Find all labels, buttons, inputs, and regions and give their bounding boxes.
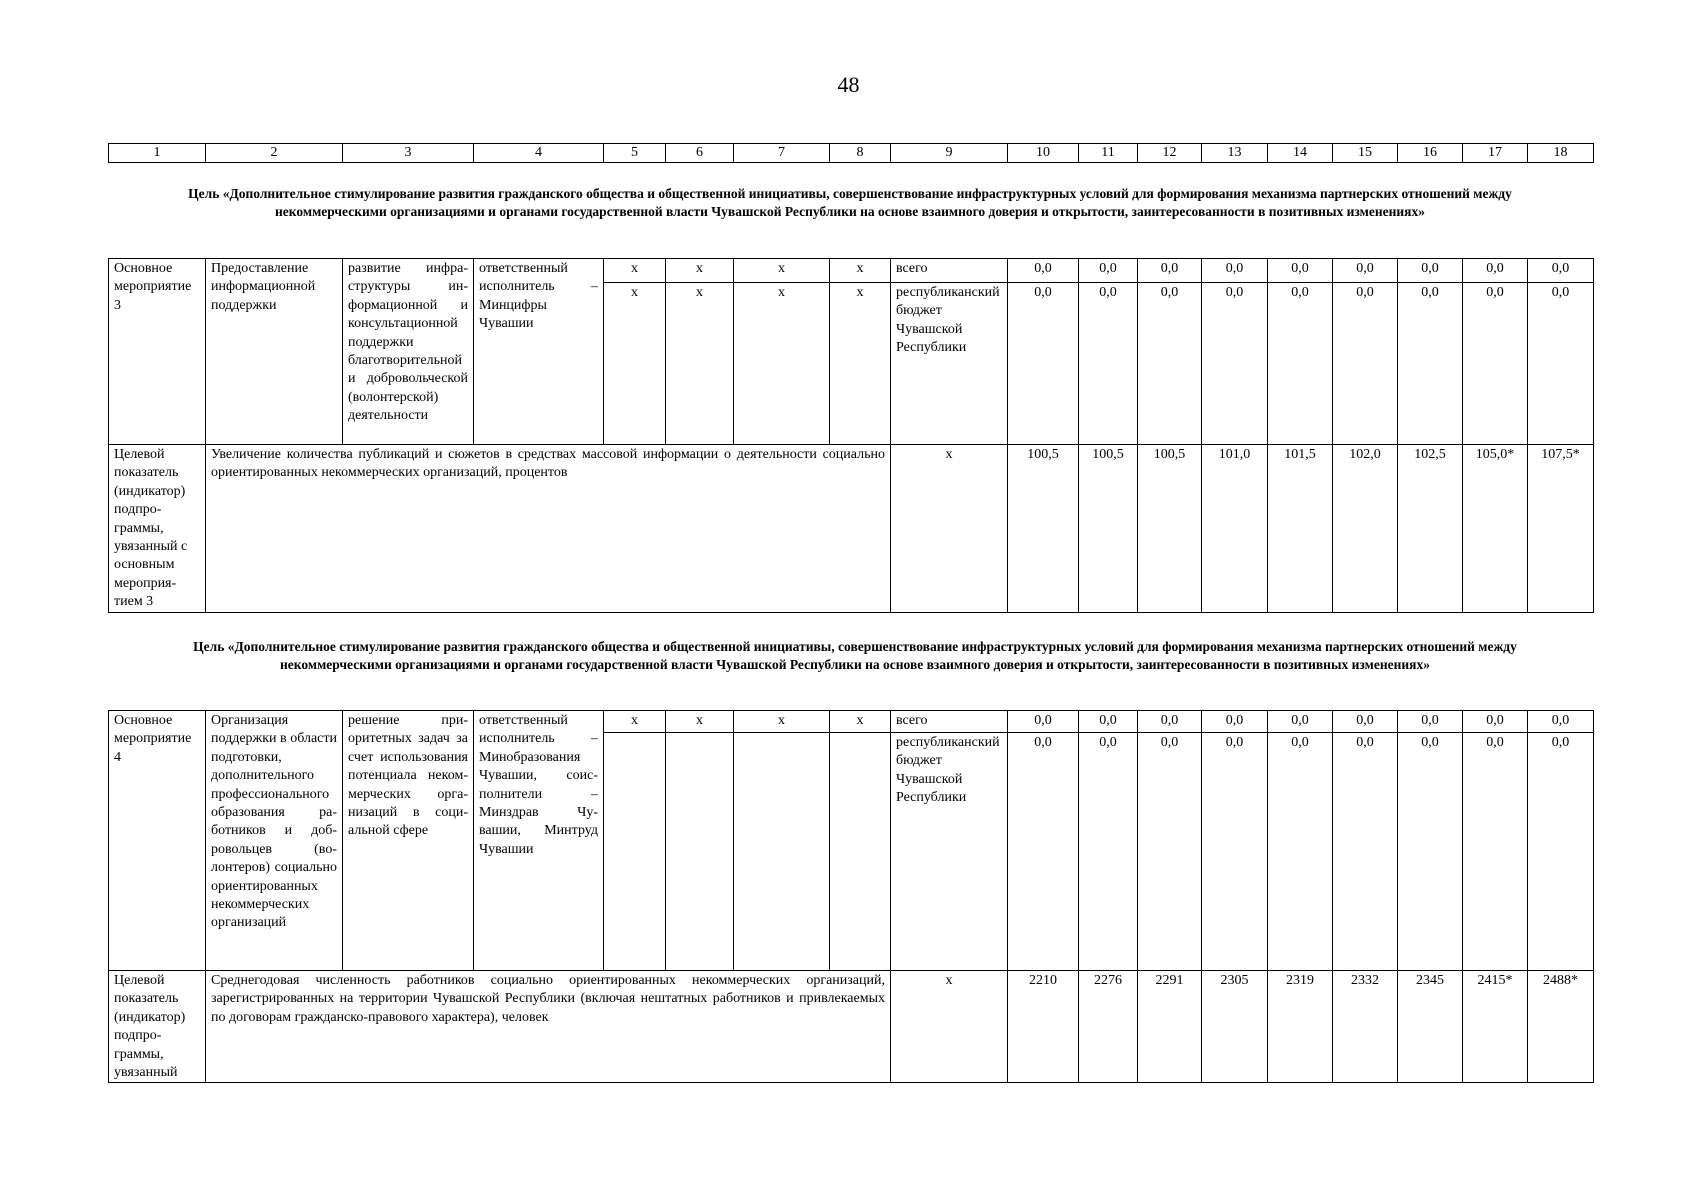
- value-cell: 0,0: [1138, 711, 1202, 733]
- event-name: Предоставление информационной поддержки: [206, 259, 343, 445]
- executor: ответственный исполнитель – Минобразования Чувашии, соисполнители – Минздрав Чувашии, Минтруд Чувашии: [474, 711, 604, 971]
- event-name: Организация поддержки в области подготовки, дополнительного профессионального образования работников и добровольцев (волонтеров) социально ориентированных некоммерческих организаций: [206, 711, 343, 971]
- table-row: [109, 259, 1594, 283]
- executor: ответственный исполнитель – Минцифры Чувашии: [474, 259, 604, 445]
- value-cell: 0,0: [1202, 733, 1268, 971]
- indicator-value: 101,5: [1268, 445, 1333, 613]
- value-cell: 0,0: [1079, 711, 1138, 733]
- goal-heading: Цель «Дополнительное стимулирование развития гражданского общества и общественной инициативы, совершенствование инфраструктурных условий для формирования механизма партнерских отношений между некоммерческими организациями и органами государственной власти Чувашской Республики на основе взаимного доверия и открытости, заинтересованности в позитивных изменениях»: [188, 186, 1512, 219]
- column-number: 16: [1398, 144, 1463, 163]
- value-cell: 0,0: [1268, 733, 1333, 971]
- event-label: Основное мероприятие 3: [109, 259, 206, 445]
- column-number: 4: [474, 144, 604, 163]
- goal-heading: Цель «Дополнительное стимулирование развития гражданского общества и общественной инициативы, совершенствование инфраструктурных условий для формирования механизма партнерских отношений между некоммерческими организациями и органами государственной власти Чувашской Республики на основе взаимного доверия и открытости, заинтересованности в позитивных изменениях»: [193, 639, 1517, 672]
- code-cell: x: [604, 711, 666, 733]
- indicator-text: Увеличение количества публикаций и сюжетов в средствах массовой информации о деятельности социально ориентированных некоммерческих организаций, процентов: [206, 445, 891, 613]
- goal-task: развитие инфраструктуры информационной и консультационной поддержки благотворительной и добровольческой (волонтерской) деятельности: [343, 259, 474, 445]
- indicator-value: 2276: [1079, 971, 1138, 1083]
- indicator-value: 2345: [1398, 971, 1463, 1083]
- value-cell: 0,0: [1008, 733, 1079, 971]
- value-cell: 0,0: [1463, 283, 1528, 445]
- value-cell: 0,0: [1463, 711, 1528, 733]
- code-cell: [666, 733, 734, 971]
- value-cell: 0,0: [1138, 283, 1202, 445]
- indicator-value: 100,5: [1008, 445, 1079, 613]
- value-cell: 0,0: [1268, 283, 1333, 445]
- column-number-row: [109, 144, 1594, 163]
- column-number: 8: [830, 144, 891, 163]
- column-number: 12: [1138, 144, 1202, 163]
- value-cell: 0,0: [1398, 283, 1463, 445]
- code-cell: x: [830, 259, 891, 283]
- value-cell: 0,0: [1268, 259, 1333, 283]
- value-cell: 0,0: [1008, 283, 1079, 445]
- value-cell: 0,0: [1333, 259, 1398, 283]
- funding-source: республиканский бюджет Чувашской Республики: [891, 733, 1008, 971]
- column-number: 18: [1528, 144, 1594, 163]
- indicator-value: 100,5: [1079, 445, 1138, 613]
- column-number: 3: [343, 144, 474, 163]
- value-cell: 0,0: [1398, 711, 1463, 733]
- indicator-x: x: [891, 971, 1008, 1083]
- indicator-value: 105,0*: [1463, 445, 1528, 613]
- indicator-value: 107,5*: [1528, 445, 1594, 613]
- value-cell: 0,0: [1528, 283, 1594, 445]
- table-row: [109, 971, 1594, 1083]
- indicator-value: 101,0: [1202, 445, 1268, 613]
- column-number: 15: [1333, 144, 1398, 163]
- column-number: 6: [666, 144, 734, 163]
- value-cell: 0,0: [1008, 711, 1079, 733]
- page-number: 48: [837, 72, 860, 97]
- code-cell: [734, 733, 830, 971]
- value-cell: 0,0: [1463, 733, 1528, 971]
- indicator-text: Среднегодовая численность работников социально ориентированных некоммерческих организаций, зарегистрированных на территории Чувашской Республики (включая нештатных работников и привлекаемых по договорам гражданско-правового характера), человек: [206, 971, 891, 1083]
- column-number: 1: [109, 144, 206, 163]
- funding-source: всего: [891, 711, 1008, 733]
- value-cell: 0,0: [1333, 733, 1398, 971]
- value-cell: 0,0: [1079, 733, 1138, 971]
- column-number: 7: [734, 144, 830, 163]
- value-cell: 0,0: [1202, 711, 1268, 733]
- indicator-label: Целевой показатель (индикатор) подпрограммы, увязанный с основным мероприятием 3: [109, 445, 206, 613]
- code-cell: x: [604, 283, 666, 445]
- code-cell: x: [734, 283, 830, 445]
- code-cell: x: [830, 711, 891, 733]
- table-row: [109, 711, 1594, 733]
- value-cell: 0,0: [1202, 259, 1268, 283]
- event-3-table: [108, 258, 1594, 613]
- indicator-value: 102,5: [1398, 445, 1463, 613]
- value-cell: 0,0: [1333, 711, 1398, 733]
- column-number: 9: [891, 144, 1008, 163]
- column-number: 17: [1463, 144, 1528, 163]
- funding-source: всего: [891, 259, 1008, 283]
- code-cell: x: [666, 259, 734, 283]
- value-cell: 0,0: [1138, 733, 1202, 971]
- table-row: [109, 445, 1594, 613]
- column-number: 13: [1202, 144, 1268, 163]
- code-cell: x: [666, 283, 734, 445]
- column-number: 14: [1268, 144, 1333, 163]
- code-cell: x: [734, 259, 830, 283]
- value-cell: 0,0: [1528, 733, 1594, 971]
- value-cell: 0,0: [1268, 711, 1333, 733]
- indicator-value: 102,0: [1333, 445, 1398, 613]
- code-cell: x: [666, 711, 734, 733]
- column-number: 5: [604, 144, 666, 163]
- indicator-value: 100,5: [1138, 445, 1202, 613]
- value-cell: 0,0: [1079, 283, 1138, 445]
- value-cell: 0,0: [1079, 259, 1138, 283]
- indicator-value: 2332: [1333, 971, 1398, 1083]
- indicator-value: 2291: [1138, 971, 1202, 1083]
- code-cell: [604, 733, 666, 971]
- column-number: 2: [206, 144, 343, 163]
- indicator-value: 2415*: [1463, 971, 1528, 1083]
- value-cell: 0,0: [1202, 283, 1268, 445]
- code-cell: [830, 733, 891, 971]
- indicator-value: 2488*: [1528, 971, 1594, 1083]
- value-cell: 0,0: [1528, 259, 1594, 283]
- value-cell: 0,0: [1333, 283, 1398, 445]
- value-cell: 0,0: [1398, 259, 1463, 283]
- indicator-value: 2305: [1202, 971, 1268, 1083]
- column-number: 10: [1008, 144, 1079, 163]
- value-cell: 0,0: [1138, 259, 1202, 283]
- goal-task: решение приоритетных задач за счет использования потенциала некоммерческих организаций в социальной сфере: [343, 711, 474, 971]
- indicator-value: 2210: [1008, 971, 1079, 1083]
- column-number-header: [108, 143, 1594, 163]
- indicator-label: Целевой показатель (индикатор) подпрограммы, увязанный: [109, 971, 206, 1083]
- event-4-table: [108, 710, 1594, 1083]
- event-label: Основное мероприятие 4: [109, 711, 206, 971]
- code-cell: x: [604, 259, 666, 283]
- value-cell: 0,0: [1463, 259, 1528, 283]
- value-cell: 0,0: [1008, 259, 1079, 283]
- code-cell: x: [734, 711, 830, 733]
- value-cell: 0,0: [1398, 733, 1463, 971]
- funding-source: республиканский бюджет Чувашской Республики: [891, 283, 1008, 445]
- indicator-value: 2319: [1268, 971, 1333, 1083]
- value-cell: 0,0: [1528, 711, 1594, 733]
- code-cell: x: [830, 283, 891, 445]
- column-number: 11: [1079, 144, 1138, 163]
- indicator-x: x: [891, 445, 1008, 613]
